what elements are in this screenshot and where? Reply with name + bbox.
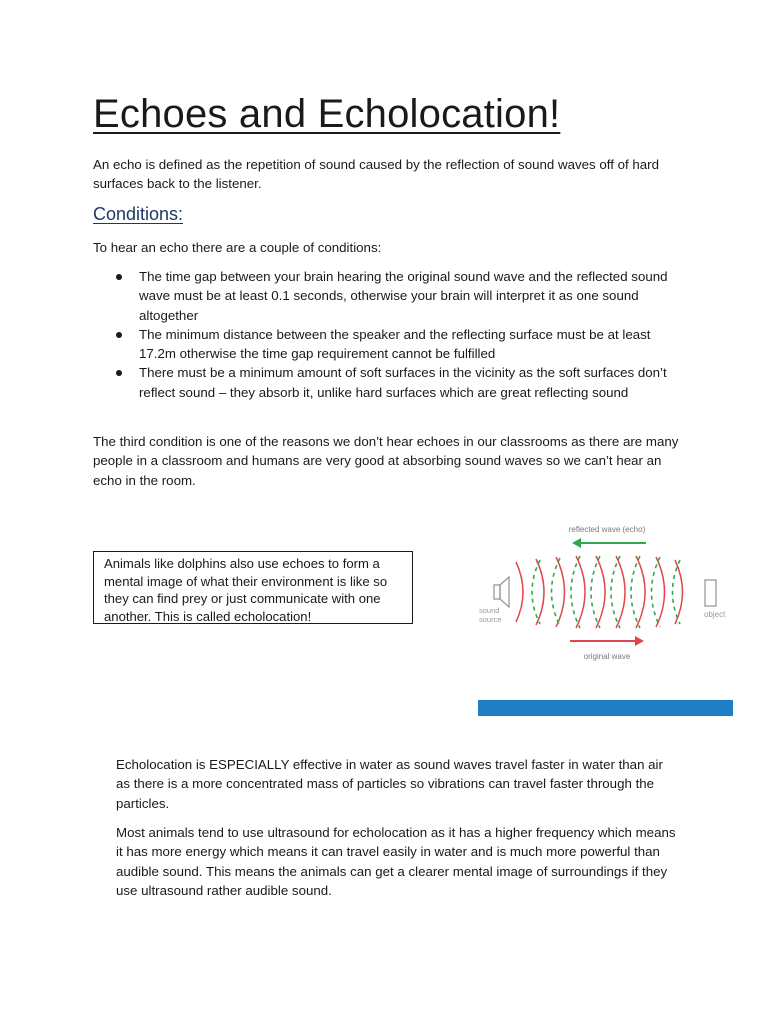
- page-title: Echoes and Echolocation!: [93, 92, 561, 136]
- ultrasound-paragraph: Most animals tend to use ultrasound for echolocation as it has a higher frequency which means it has more energy which means it can travel easily in water and is much more powerful than audible sound. This means the animals can get a clearer mental image of surroundings if they use ultrasound rather audible sound.: [116, 825, 676, 898]
- list-item: There must be a minimum amount of soft surfaces in the vicinity as the soft surfaces don’t reflect sound – they absorb it, unlike hard surfaces which are great reflecting sound: [93, 363, 683, 402]
- object-label: object: [704, 610, 726, 619]
- sound-source-label-line1: sound: [479, 606, 500, 615]
- reflected-wave-label: reflected wave (echo): [568, 525, 646, 534]
- bullet-icon: [116, 332, 122, 338]
- original-wave-label: original wave: [583, 652, 631, 661]
- diagram-footer-banner: [478, 700, 733, 716]
- conditions-heading: Conditions:: [93, 204, 184, 224]
- sound-source-label-line2: source: [479, 615, 502, 624]
- diagram-background: [478, 488, 733, 716]
- list-item: The time gap between your brain hearing the original sound wave and the reflected sound wave must be at least 0.1 seconds, otherwise your brain will interpret it as one sound altogether: [93, 267, 683, 325]
- conditions-intro: To hear an echo there are a couple of conditions:: [93, 240, 382, 255]
- echolocation-callout-box: Animals like dolphins also use echoes to form a mental image of what their environment is like so they can find prey or just communicate with one another. This is called echolocation!: [93, 551, 413, 624]
- bullet-icon: [116, 274, 122, 280]
- echo-diagram: [478, 488, 733, 716]
- bullet-icon: [116, 370, 122, 376]
- intro-paragraph: An echo is defined as the repetition of sound caused by the reflection of sound waves off of hard surfaces back to the listener.: [93, 157, 659, 192]
- water-paragraph: Echolocation is ESPECIALLY effective in water as sound waves travel faster in water than air as there is a more concentrated mass of particles so vibrations can travel faster through the particles.: [116, 757, 663, 811]
- third-condition-paragraph: The third condition is one of the reasons we don’t hear echoes in our classrooms as there are many people in a classroom and humans are very good at absorbing sound waves so we can’t hear an echo in the room.: [93, 434, 679, 488]
- list-item: The minimum distance between the speaker and the reflecting surface must be at least 17.2m otherwise the time gap requirement cannot be fulfilled: [93, 325, 683, 364]
- conditions-list: [93, 267, 683, 402]
